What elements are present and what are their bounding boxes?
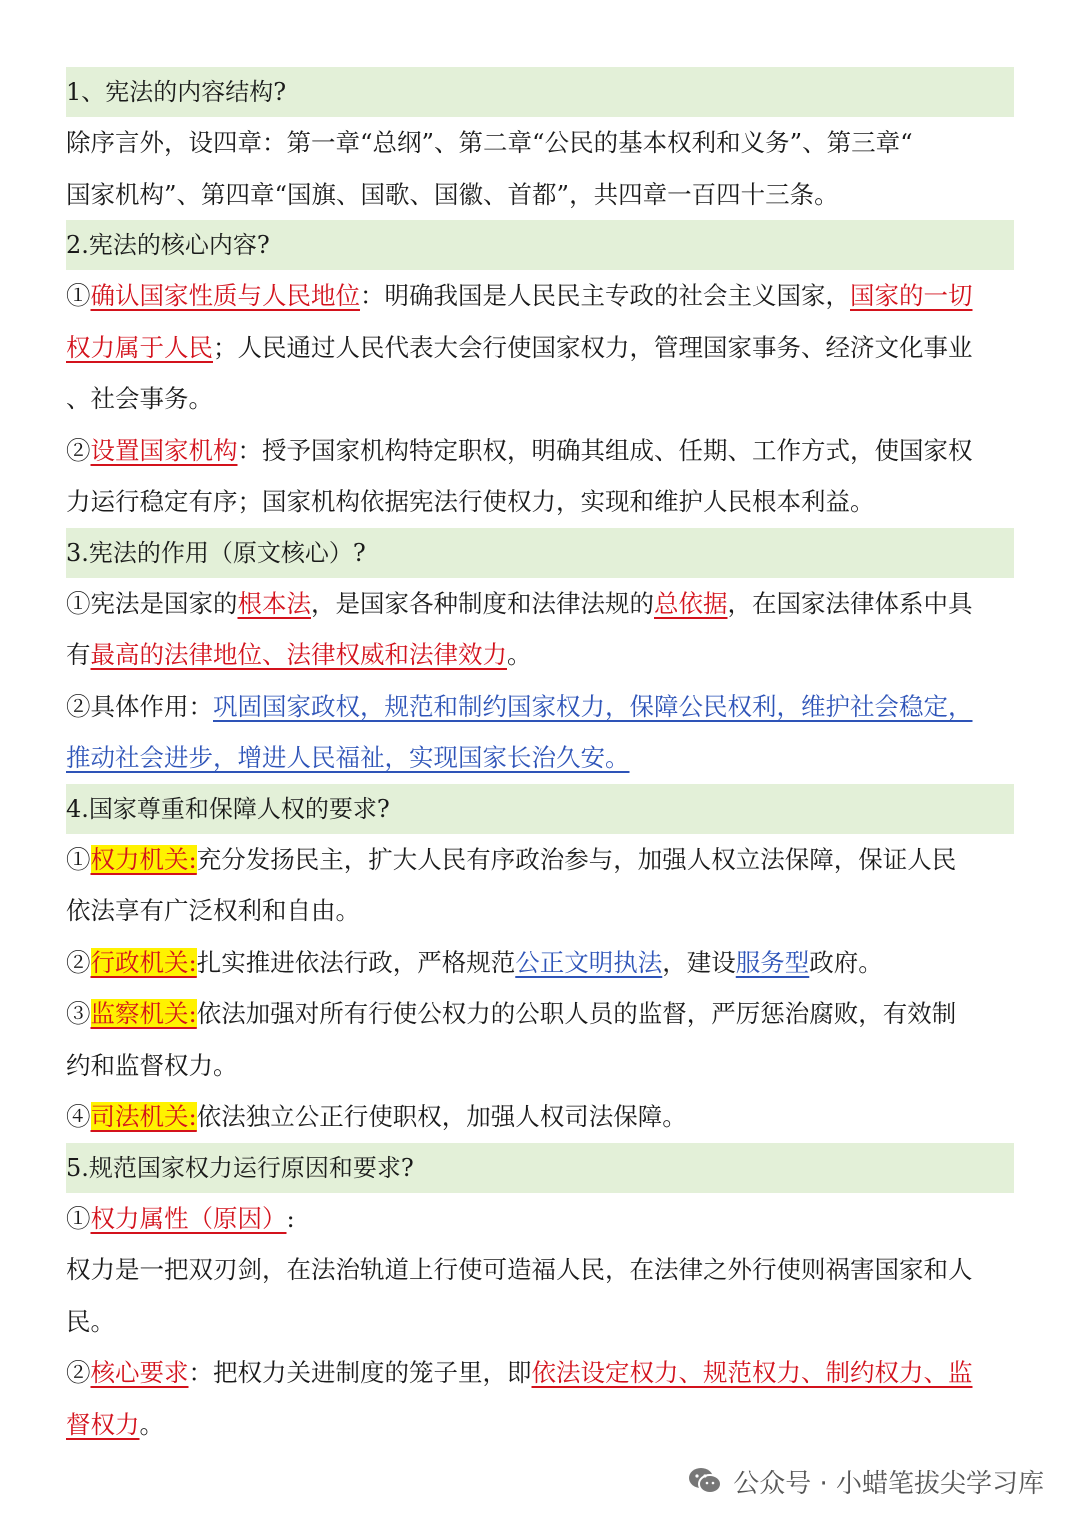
q3-point-2-blue-2: 推动社会进步，增进人民福祉，实现国家长治久安。 bbox=[66, 743, 630, 772]
q3-point-1-red-3: 最高的法律地位、法律权威和法律效力 bbox=[90, 640, 507, 669]
q5-point-2 bbox=[66, 1347, 1014, 1399]
footer-text: 公众号 · 小蜡笔拔尖学习库 bbox=[733, 1468, 1044, 1499]
q4-item-1-text: 充分发扬民主，扩大人民有序政治参与，加强人权立法保障，保证人民 bbox=[196, 844, 957, 874]
q4-item-2-key: 行政机关: bbox=[90, 947, 197, 977]
q3-point-2-blue-1: 巩固国家政权，规范和制约国家权力，保障公民权利，维护社会稳定， bbox=[213, 691, 973, 721]
q3-point-1-text-c: ，在国家法律体系中具 bbox=[727, 588, 973, 618]
q5-point-1-number: ① bbox=[66, 1203, 91, 1233]
q4-item-3-number: ③ bbox=[66, 999, 91, 1028]
q4-item-3-text: 依法加强对所有行使公权力的公职人员的监督，严厉惩治腐败，有效制 bbox=[196, 999, 957, 1028]
q5-point-2-key: 核心要求 bbox=[90, 1358, 189, 1387]
q4-item-2-text-b: ，建设 bbox=[662, 947, 736, 977]
q3-point-1-text-d: 有 bbox=[66, 640, 91, 669]
q2-point-1-line-2 bbox=[66, 322, 1014, 374]
q3-point-1-red-2: 总依据 bbox=[654, 588, 728, 618]
document-body bbox=[66, 67, 1014, 1450]
q3-point-1-text-a: ①宪法是国家的 bbox=[66, 588, 238, 618]
q2-point-1-line-3: 、社会事务。 bbox=[66, 384, 213, 413]
q2-point-2-number: ② bbox=[66, 435, 91, 465]
question-3-title: 3.宪法的作用（原文核心）? bbox=[66, 538, 366, 567]
q5-point-1-body-line-2: 民。 bbox=[66, 1306, 115, 1336]
q2-point-2-line-2: 力运行稳定有序；国家机构依据宪法行使权力，实现和维护人民根本利益。 bbox=[66, 487, 875, 516]
q5-point-2-text-e: 。 bbox=[139, 1409, 164, 1439]
q5-point-1-body-line-1: 权力是一把双刃剑，在法治轨道上行使可造福人民，在法律之外行使则祸害国家和人 bbox=[66, 1255, 973, 1284]
q3-point-2 bbox=[66, 681, 1014, 733]
q4-item-3-line-2: 约和监督权力。 bbox=[66, 1050, 238, 1080]
q2-point-2 bbox=[66, 425, 1014, 477]
q4-item-1-number: ① bbox=[66, 844, 91, 874]
q5-point-2-line-2 bbox=[66, 1399, 1014, 1451]
q1-answer-line-2: 国家机构”、第四章“国旗、国歌、国徽、首都”，共四章一百四十三条。 bbox=[66, 179, 839, 209]
q4-item-1-line-2: 依法享有广泛权利和自由。 bbox=[66, 896, 360, 925]
q3-point-1-text-e: 。 bbox=[507, 640, 532, 669]
q3-point-1-text-b: ，是国家各种制度和法律法规的 bbox=[311, 588, 654, 618]
footer-watermark bbox=[687, 1461, 1044, 1501]
q3-point-2-line-2 bbox=[66, 732, 1014, 784]
q4-item-4-number: ④ bbox=[66, 1102, 91, 1131]
q3-point-1 bbox=[66, 578, 1014, 630]
q5-point-2-red-1: 依法设定权力、规范权力、制约权力、监 bbox=[531, 1358, 973, 1387]
question-2-heading bbox=[66, 220, 1014, 270]
q2-point-2-key: 设置国家机构 bbox=[90, 435, 238, 465]
q5-point-1 bbox=[66, 1193, 1014, 1245]
q5-point-2-text-a: ：把权力关进制度的笼子里，即 bbox=[188, 1358, 532, 1387]
q2-point-1-red-phrase-b: 权力属于人民 bbox=[66, 332, 213, 362]
q5-point-2-number: ② bbox=[66, 1358, 91, 1387]
question-5-heading bbox=[66, 1143, 1014, 1193]
q4-item-2-text-c: 政府。 bbox=[809, 947, 883, 977]
q2-point-2-text: ：授予国家机构特定职权，明确其组成、任期、工作方式，使国家权 bbox=[237, 435, 973, 465]
question-3-heading bbox=[66, 528, 1014, 578]
q4-item-4-key: 司法机关: bbox=[90, 1102, 197, 1131]
q3-point-1-line-2 bbox=[66, 629, 1014, 681]
question-1-heading bbox=[66, 67, 1014, 117]
q4-item-2-text-a: 扎实推进依法行政，严格规范 bbox=[196, 947, 516, 977]
q5-point-1-colon: : bbox=[286, 1203, 295, 1233]
q4-item-2 bbox=[66, 937, 1014, 989]
wechat-icon bbox=[687, 1466, 723, 1496]
q4-item-2-blue-2: 服务型 bbox=[735, 947, 810, 977]
q4-item-4-text: 依法独立公正行使职权，加强人权司法保障。 bbox=[196, 1102, 687, 1131]
q2-point-1-rest: ；人民通过人民代表大会行使国家权力，管理国家事务、经济文化事业 bbox=[213, 332, 973, 362]
q5-point-1-key: 权力属性（原因） bbox=[90, 1203, 287, 1233]
q2-point-1-text: ：明确我国是人民民主专政的社会主义国家， bbox=[360, 281, 850, 310]
q2-point-1-number: ① bbox=[66, 281, 91, 310]
question-2-title: 2.宪法的核心内容? bbox=[66, 231, 270, 259]
q4-item-2-blue-1: 公正文明执法 bbox=[515, 947, 663, 977]
q4-item-4 bbox=[66, 1091, 1014, 1143]
q4-item-1 bbox=[66, 834, 1014, 886]
q3-point-2-text-a: ②具体作用： bbox=[66, 691, 213, 721]
q5-point-2-red-2: 督权力 bbox=[66, 1409, 140, 1439]
q2-point-1-red-phrase-a: 国家的一切 bbox=[850, 281, 973, 310]
q2-point-1 bbox=[66, 270, 1014, 322]
question-4-heading bbox=[66, 784, 1014, 834]
q1-answer-line-1: 除序言外，设四章：第一章“总纲”、第二章“公民的基本权利和义务”、第三章“ bbox=[66, 128, 913, 157]
question-1-title: 1、宪法的内容结构? bbox=[66, 78, 287, 106]
q4-item-2-number: ② bbox=[66, 947, 91, 977]
question-5-title: 5.规范国家权力运行原因和要求? bbox=[66, 1153, 414, 1182]
q3-point-1-red-1: 根本法 bbox=[237, 588, 311, 618]
q4-item-3 bbox=[66, 988, 1014, 1040]
q2-point-1-key: 确认国家性质与人民地位 bbox=[90, 281, 360, 310]
question-4-title: 4.国家尊重和保障人权的要求? bbox=[66, 794, 390, 823]
q4-item-3-key: 监察机关: bbox=[90, 999, 197, 1028]
q4-item-1-key: 权力机关: bbox=[90, 844, 197, 874]
